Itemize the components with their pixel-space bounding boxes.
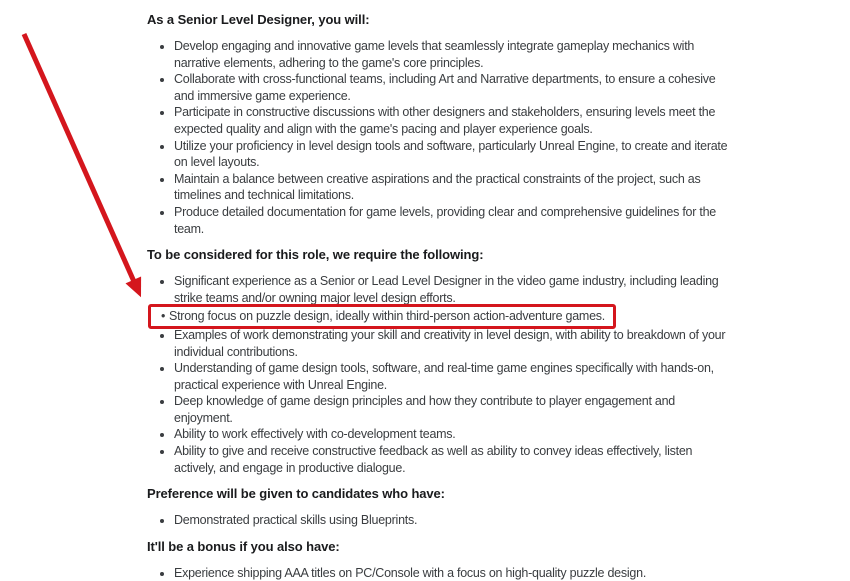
section-requirements [147,247,731,476]
bullet-item: • Utilize your proficiency in level design tools and software, particularly Unreal Engine, to create and iterate on level layouts. [174,138,731,171]
highlighted-text: Strong focus on puzzle design, ideally within third-person action-adventure games. [169,309,606,324]
bullet-item: • Maintain a balance between creative aspirations and the practical constraints of the project, such as timelines and technical limitations. [174,171,731,204]
section-preference [147,486,731,529]
bullet-list [147,512,731,529]
bullet-list [147,565,731,581]
bullet-item-highlighted [161,306,731,327]
section-responsibilities [147,12,731,237]
annotation-highlight-box [148,304,616,329]
section-heading: Preference will be given to candidates who have: [147,486,445,502]
bullet-item: • Significant experience as a Senior or Lead Level Designer in the video game industry, including leading strike teams and/or owning major level design efforts. [174,273,731,306]
section-heading: As a Senior Level Designer, you will: [147,12,370,27]
bullet-item: • Develop engaging and innovative game levels that seamlessly integrate gameplay mechanics with narrative elements, adhering to the game's core principles. [174,38,731,71]
bullet-item: • Collaborate with cross-functional teams, including Art and Narrative departments, to ensure a cohesive and immersive game experience. [174,71,731,104]
job-description [147,12,731,581]
bullet-item: • Demonstrated practical skills using Blueprints. [174,512,731,529]
bullet-list [147,273,731,476]
bullet-item: • Produce detailed documentation for game levels, providing clear and comprehensive guidelines for the team. [174,204,731,237]
bullet-dot-icon: • [161,309,166,324]
bullet-item: • Participate in constructive discussions with other designers and stakeholders, ensuring levels meet the expected quality and align with the game's pacing and player experience goals. [174,104,731,137]
bullet-item: • Examples of work demonstrating your skill and creativity in level design, with ability to breakdown of your individual contributions. [174,327,731,360]
section-heading: To be considered for this role, we require the following: [147,247,484,263]
annotation-arrow-head-icon [126,277,142,298]
bullet-item: • Ability to work effectively with co-development teams. [174,426,731,443]
section-heading: It'll be a bonus if you also have: [147,538,340,554]
annotation-arrow-line [24,34,135,284]
section-bonus [147,539,731,581]
bullet-list [147,38,731,237]
bullet-item: • Experience shipping AAA titles on PC/Console with a focus on high-quality puzzle design. [174,565,731,581]
bullet-item: • Ability to give and receive constructive feedback as well as ability to convey ideas effectively, listen actively, and engage in productive dialogue. [174,443,731,476]
bullet-item: • Understanding of game design tools, software, and real-time game engines specifically with hands-on, practical experience with Unreal Engine. [174,360,731,393]
bullet-item: • Deep knowledge of game design principles and how they contribute to player engagement and enjoyment. [174,393,731,426]
